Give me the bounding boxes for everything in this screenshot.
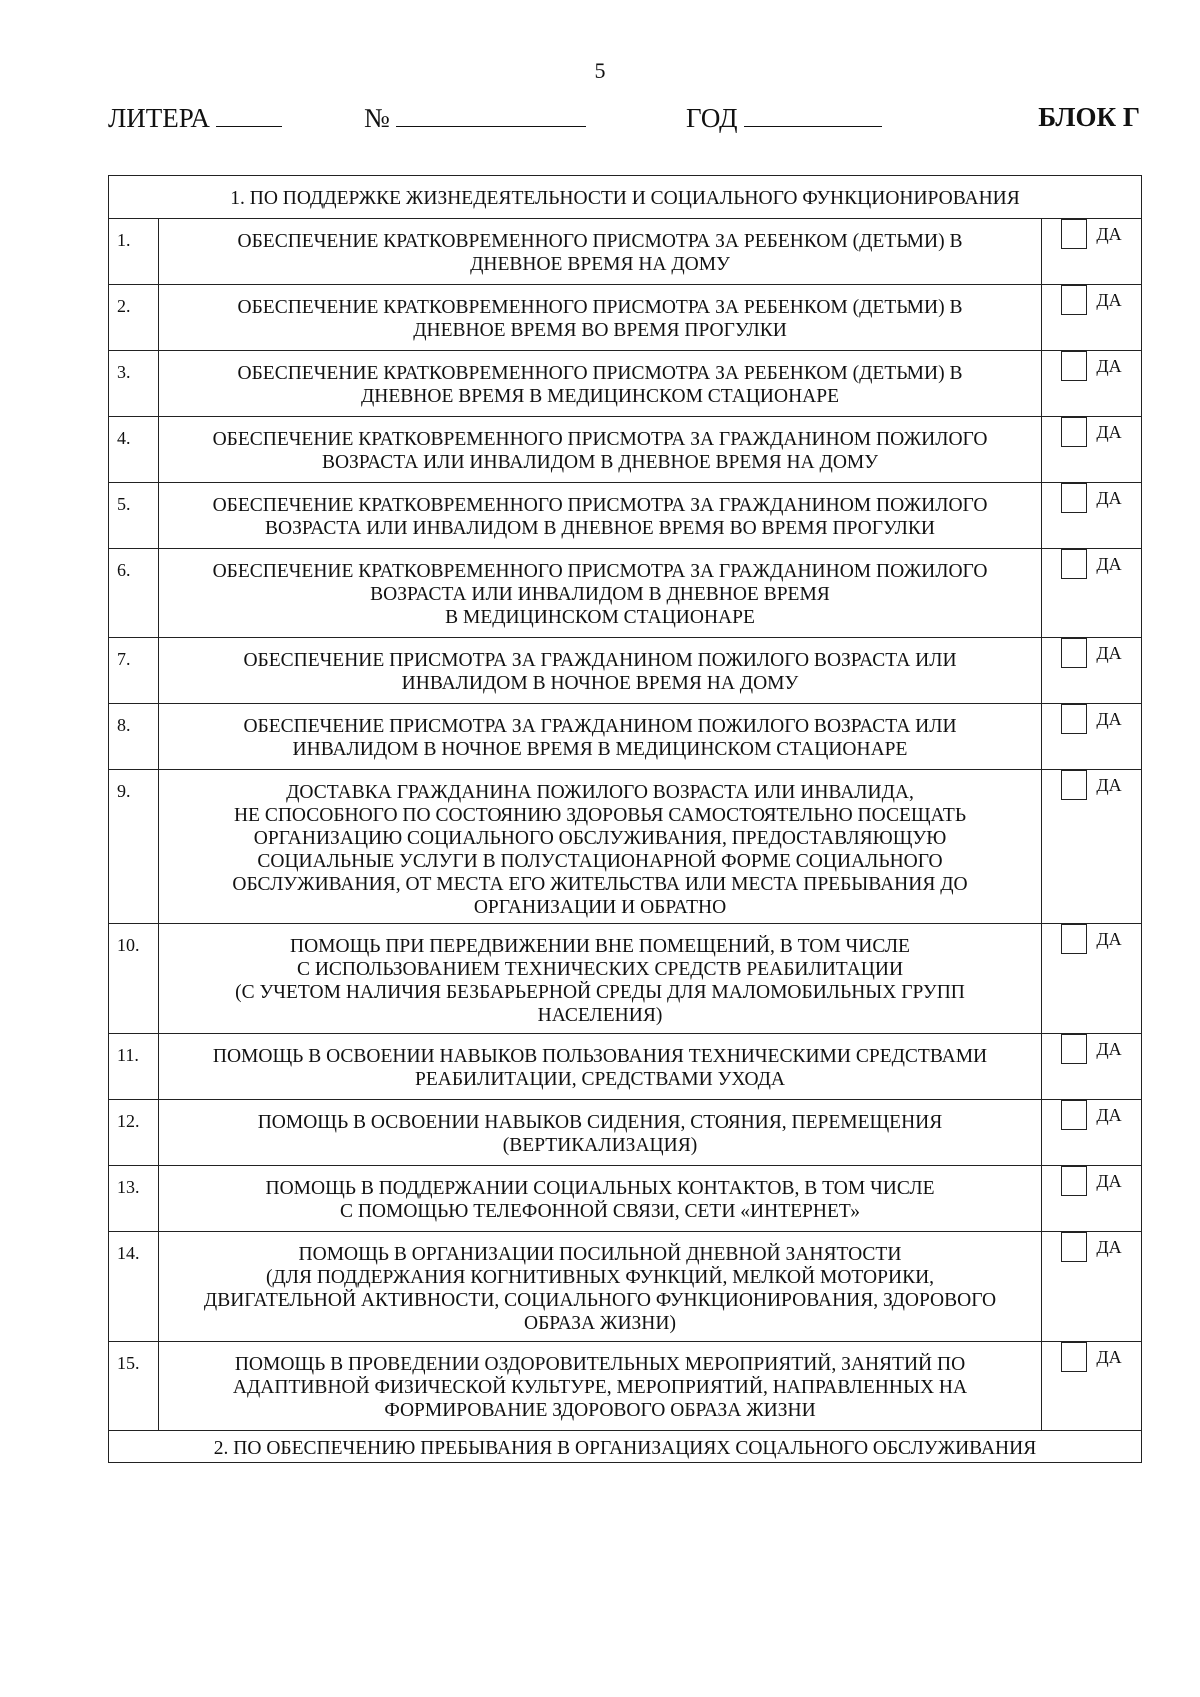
service-checkbox-cell	[1042, 1100, 1142, 1166]
service-row	[109, 417, 1142, 483]
service-description	[159, 1342, 1042, 1431]
service-checkbox-cell	[1042, 351, 1142, 417]
yes-checkbox[interactable]	[1061, 638, 1087, 668]
service-number: 3.	[109, 351, 159, 417]
service-description	[159, 351, 1042, 417]
service-description	[159, 1034, 1042, 1100]
service-description	[159, 638, 1042, 704]
block-label: БЛОК Г	[1038, 102, 1140, 132]
service-row	[109, 549, 1142, 638]
service-description	[159, 1232, 1042, 1342]
yes-checkbox-group[interactable]	[1048, 770, 1135, 800]
service-description-line: ОБРАЗА ЖИЗНИ)	[524, 1313, 676, 1334]
service-description-line: НАСЕЛЕНИЯ)	[537, 1005, 663, 1026]
service-description-line: ОБЕСПЕЧЕНИЕ КРАТКОВРЕМЕННОГО ПРИСМОТРА ЗА ГРАЖДАНИНОМ ПОЖИЛОГО	[212, 495, 988, 516]
service-description-line: ПОМОЩЬ В ОСВОЕНИИ НАВЫКОВ СИДЕНИЯ, СТОЯНИЯ, ПЕРЕМЕЩЕНИЯ	[257, 1112, 943, 1133]
service-number: 11.	[109, 1034, 159, 1100]
service-description-line: ОБЕСПЕЧЕНИЕ КРАТКОВРЕМЕННОГО ПРИСМОТРА ЗА РЕБЕНКОМ (ДЕТЬМИ) В	[237, 297, 963, 318]
yes-checkbox-group[interactable]	[1048, 924, 1135, 954]
service-description	[159, 417, 1042, 483]
litera-label: ЛИТЕРА	[108, 103, 210, 133]
yes-label: ДА	[1096, 1236, 1122, 1257]
service-description-line: С ИСПОЛЬЗОВАНИЕМ ТЕХНИЧЕСКИХ СРЕДСТВ РЕАБИЛИТАЦИИ	[296, 959, 904, 980]
yes-label: ДА	[1096, 708, 1122, 729]
service-number: 1.	[109, 219, 159, 285]
service-row	[109, 1232, 1142, 1342]
yes-checkbox[interactable]	[1061, 1100, 1087, 1130]
service-number: 9.	[109, 770, 159, 924]
service-description-line: ОБСЛУЖИВАНИЯ, ОТ МЕСТА ЕГО ЖИТЕЛЬСТВА ИЛИ МЕСТА ПРЕБЫВАНИЯ ДО	[232, 874, 968, 895]
service-description-line: ФОРМИРОВАНИЕ ЗДОРОВОГО ОБРАЗА ЖИЗНИ	[384, 1400, 816, 1421]
yes-checkbox[interactable]	[1061, 417, 1087, 447]
service-number: 8.	[109, 704, 159, 770]
service-number: 4.	[109, 417, 159, 483]
yes-label: ДА	[1096, 355, 1122, 376]
service-row	[109, 351, 1142, 417]
service-row	[109, 483, 1142, 549]
yes-checkbox[interactable]	[1061, 1034, 1087, 1064]
service-description-line: ИНВАЛИДОМ В НОЧНОЕ ВРЕМЯ В МЕДИЦИНСКОМ СТАЦИОНАРЕ	[292, 739, 908, 760]
yes-checkbox-group[interactable]	[1048, 417, 1135, 447]
yes-checkbox-group[interactable]	[1048, 1034, 1135, 1064]
litera-field	[108, 102, 282, 134]
service-row	[109, 770, 1142, 924]
service-row	[109, 1100, 1142, 1166]
service-description-line: ОБЕСПЕЧЕНИЕ КРАТКОВРЕМЕННОГО ПРИСМОТРА ЗА РЕБЕНКОМ (ДЕТЬМИ) В	[237, 231, 963, 252]
service-description-line: ОРГАНИЗАЦИЮ СОЦИАЛЬНОГО ОБСЛУЖИВАНИЯ, ПРЕДОСТАВЛЯЮЩУЮ	[253, 828, 947, 849]
service-checkbox-cell	[1042, 549, 1142, 638]
yes-checkbox-group[interactable]	[1048, 1232, 1135, 1262]
service-description	[159, 770, 1042, 924]
year-input-line[interactable]	[744, 102, 882, 127]
service-description-line: ВОЗРАСТА ИЛИ ИНВАЛИДОМ В ДНЕВНОЕ ВРЕМЯ	[370, 584, 830, 605]
yes-label: ДА	[1096, 774, 1122, 795]
service-checkbox-cell	[1042, 638, 1142, 704]
yes-checkbox-group[interactable]	[1048, 1166, 1135, 1196]
page-number: 5	[594, 58, 606, 83]
service-number: 10.	[109, 924, 159, 1034]
number-label: №	[364, 103, 390, 133]
service-checkbox-cell	[1042, 219, 1142, 285]
service-checkbox-cell	[1042, 285, 1142, 351]
service-description-line: ОРГАНИЗАЦИИ И ОБРАТНО	[473, 897, 727, 918]
services-table	[108, 175, 1142, 1463]
service-description	[159, 1100, 1042, 1166]
service-description	[159, 924, 1042, 1034]
service-number: 7.	[109, 638, 159, 704]
service-description	[159, 285, 1042, 351]
service-description-line: ПОМОЩЬ В ПОДДЕРЖАНИИ СОЦИАЛЬНЫХ КОНТАКТОВ, В ТОМ ЧИСЛЕ	[265, 1178, 935, 1199]
service-description	[159, 1166, 1042, 1232]
service-number: 5.	[109, 483, 159, 549]
service-row	[109, 704, 1142, 770]
service-number: 12.	[109, 1100, 159, 1166]
yes-checkbox[interactable]	[1061, 1342, 1087, 1372]
service-description-line: В МЕДИЦИНСКОМ СТАЦИОНАРЕ	[445, 607, 755, 628]
service-row	[109, 924, 1142, 1034]
yes-checkbox-group[interactable]	[1048, 1100, 1135, 1130]
section-2-title: 2. ПО ОБЕСПЕЧЕНИЮ ПРЕБЫВАНИЯ В ОРГАНИЗАЦИЯХ СОЦАЛЬНОГО ОБСЛУЖИВАНИЯ	[109, 1431, 1142, 1463]
services-table-body	[109, 176, 1142, 1463]
yes-checkbox[interactable]	[1061, 1166, 1087, 1196]
yes-checkbox-group[interactable]	[1048, 483, 1135, 513]
litera-input-line[interactable]	[216, 102, 282, 127]
service-row	[109, 638, 1142, 704]
service-description	[159, 704, 1042, 770]
service-row	[109, 219, 1142, 285]
yes-checkbox[interactable]	[1061, 351, 1087, 381]
service-description-line: АДАПТИВНОЙ ФИЗИЧЕСКОЙ КУЛЬТУРЕ, МЕРОПРИЯТИЙ, НАПРАВЛЕННЫХ НА	[232, 1377, 968, 1398]
yes-checkbox-group[interactable]	[1048, 549, 1135, 579]
service-checkbox-cell	[1042, 704, 1142, 770]
yes-label: ДА	[1096, 223, 1122, 244]
yes-checkbox-group[interactable]	[1048, 285, 1135, 315]
service-description-line: ОБЕСПЕЧЕНИЕ КРАТКОВРЕМЕННОГО ПРИСМОТРА ЗА ГРАЖДАНИНОМ ПОЖИЛОГО	[212, 429, 988, 450]
service-description-line: ОБЕСПЕЧЕНИЕ ПРИСМОТРА ЗА ГРАЖДАНИНОМ ПОЖИЛОГО ВОЗРАСТА ИЛИ	[243, 716, 957, 737]
service-description-line: ПОМОЩЬ В ОСВОЕНИИ НАВЫКОВ ПОЛЬЗОВАНИЯ ТЕХНИЧЕСКИМИ СРЕДСТВАМИ	[212, 1046, 988, 1067]
yes-checkbox-group[interactable]	[1048, 1342, 1135, 1372]
service-description-line: ПОМОЩЬ В ОРГАНИЗАЦИИ ПОСИЛЬНОЙ ДНЕВНОЙ ЗАНЯТОСТИ	[298, 1244, 902, 1265]
service-description-line: ОБЕСПЕЧЕНИЕ КРАТКОВРЕМЕННОГО ПРИСМОТРА ЗА ГРАЖДАНИНОМ ПОЖИЛОГО	[212, 561, 988, 582]
service-number: 13.	[109, 1166, 159, 1232]
service-description-line: ВОЗРАСТА ИЛИ ИНВАЛИДОМ В ДНЕВНОЕ ВРЕМЯ НА ДОМУ	[321, 452, 879, 473]
yes-label: ДА	[1096, 1038, 1122, 1059]
service-row	[109, 285, 1142, 351]
yes-checkbox[interactable]	[1061, 770, 1087, 800]
yes-checkbox-group[interactable]	[1048, 638, 1135, 668]
service-description-line: ВОЗРАСТА ИЛИ ИНВАЛИДОМ В ДНЕВНОЕ ВРЕМЯ ВО ВРЕМЯ ПРОГУЛКИ	[265, 518, 935, 539]
yes-checkbox[interactable]	[1061, 549, 1087, 579]
service-description	[159, 483, 1042, 549]
year-field	[686, 102, 882, 134]
yes-checkbox-group[interactable]	[1048, 351, 1135, 381]
yes-checkbox[interactable]	[1061, 285, 1087, 315]
service-checkbox-cell	[1042, 770, 1142, 924]
year-label: ГОД	[686, 103, 738, 133]
yes-checkbox[interactable]	[1061, 704, 1087, 734]
service-description-line: ДНЕВНОЕ ВРЕМЯ В МЕДИЦИНСКОМ СТАЦИОНАРЕ	[360, 386, 840, 407]
service-row	[109, 1342, 1142, 1431]
service-description-line: ПОМОЩЬ В ПРОВЕДЕНИИ ОЗДОРОВИТЕЛЬНЫХ МЕРОПРИЯТИЙ, ЗАНЯТИЙ ПО	[234, 1354, 966, 1375]
yes-label: ДА	[1096, 1170, 1122, 1191]
service-row	[109, 1166, 1142, 1232]
yes-label: ДА	[1096, 1346, 1122, 1367]
yes-checkbox[interactable]	[1061, 1232, 1087, 1262]
service-description-line: (С УЧЕТОМ НАЛИЧИЯ БЕЗБАРЬЕРНОЙ СРЕДЫ ДЛЯ МАЛОМОБИЛЬНЫХ ГРУПП	[235, 982, 965, 1003]
service-description-line: ПОМОЩЬ ПРИ ПЕРЕДВИЖЕНИИ ВНЕ ПОМЕЩЕНИЙ, В ТОМ ЧИСЛЕ	[290, 936, 910, 957]
yes-checkbox[interactable]	[1061, 924, 1087, 954]
service-description	[159, 219, 1042, 285]
service-description-line: ДОСТАВКА ГРАЖДАНИНА ПОЖИЛОГО ВОЗРАСТА ИЛИ ИНВАЛИДА,	[286, 782, 914, 803]
service-number: 15.	[109, 1342, 159, 1431]
service-description	[159, 549, 1042, 638]
section-1-row	[109, 176, 1142, 219]
service-description-line: (ВЕРТИКАЛИЗАЦИЯ)	[502, 1135, 698, 1156]
service-description-line: ОБЕСПЕЧЕНИЕ ПРИСМОТРА ЗА ГРАЖДАНИНОМ ПОЖИЛОГО ВОЗРАСТА ИЛИ	[243, 650, 957, 671]
service-checkbox-cell	[1042, 483, 1142, 549]
service-description-line: ДНЕВНОЕ ВРЕМЯ НА ДОМУ	[470, 254, 730, 275]
service-description-line: НЕ СПОСОБНОГО ПО СОСТОЯНИЮ ЗДОРОВЬЯ САМОСТОЯТЕЛЬНО ПОСЕЩАТЬ	[233, 805, 967, 826]
service-row	[109, 1034, 1142, 1100]
yes-checkbox-group[interactable]	[1048, 704, 1135, 734]
service-checkbox-cell	[1042, 1166, 1142, 1232]
service-checkbox-cell	[1042, 1342, 1142, 1431]
number-input-line[interactable]	[396, 102, 586, 127]
yes-label: ДА	[1096, 289, 1122, 310]
number-field	[364, 102, 586, 134]
yes-label: ДА	[1096, 487, 1122, 508]
service-description-line: ДНЕВНОЕ ВРЕМЯ ВО ВРЕМЯ ПРОГУЛКИ	[413, 320, 787, 341]
yes-label: ДА	[1096, 553, 1122, 574]
service-description-line: СОЦИАЛЬНЫЕ УСЛУГИ В ПОЛУСТАЦИОНАРНОЙ ФОРМЕ СОЦИАЛЬНОГО	[257, 851, 943, 872]
service-description-line: (ДЛЯ ПОДДЕРЖАНИЯ КОГНИТИВНЫХ ФУНКЦИЙ, МЕЛКОЙ МОТОРИКИ,	[265, 1267, 935, 1288]
service-description-line: ОБЕСПЕЧЕНИЕ КРАТКОВРЕМЕННОГО ПРИСМОТРА ЗА РЕБЕНКОМ (ДЕТЬМИ) В	[237, 363, 963, 384]
service-checkbox-cell	[1042, 1232, 1142, 1342]
yes-checkbox[interactable]	[1061, 483, 1087, 513]
service-description-line: ИНВАЛИДОМ В НОЧНОЕ ВРЕМЯ НА ДОМУ	[401, 673, 799, 694]
service-checkbox-cell	[1042, 417, 1142, 483]
section-1-title: 1. ПО ПОДДЕРЖКЕ ЖИЗНЕДЕЯТЕЛЬНОСТИ И СОЦИАЛЬНОГО ФУНКЦИОНИРОВАНИЯ	[109, 176, 1142, 219]
yes-label: ДА	[1096, 1104, 1122, 1125]
service-description-line: ДВИГАТЕЛЬНОЙ АКТИВНОСТИ, СОЦИАЛЬНОГО ФУНКЦИОНИРОВАНИЯ, ЗДОРОВОГО	[203, 1290, 997, 1311]
service-number: 6.	[109, 549, 159, 638]
service-number: 14.	[109, 1232, 159, 1342]
service-number: 2.	[109, 285, 159, 351]
service-description-line: С ПОМОЩЬЮ ТЕЛЕФОННОЙ СВЯЗИ, СЕТИ «ИНТЕРНЕТ»	[339, 1201, 861, 1222]
service-checkbox-cell	[1042, 924, 1142, 1034]
service-description-line: РЕАБИЛИТАЦИИ, СРЕДСТВАМИ УХОДА	[415, 1069, 785, 1090]
yes-checkbox[interactable]	[1061, 219, 1087, 249]
yes-label: ДА	[1096, 642, 1122, 663]
form-header	[108, 102, 1140, 136]
section-2-row	[109, 1431, 1142, 1463]
yes-checkbox-group[interactable]	[1048, 219, 1135, 249]
service-checkbox-cell	[1042, 1034, 1142, 1100]
yes-label: ДА	[1096, 928, 1122, 949]
yes-label: ДА	[1096, 421, 1122, 442]
